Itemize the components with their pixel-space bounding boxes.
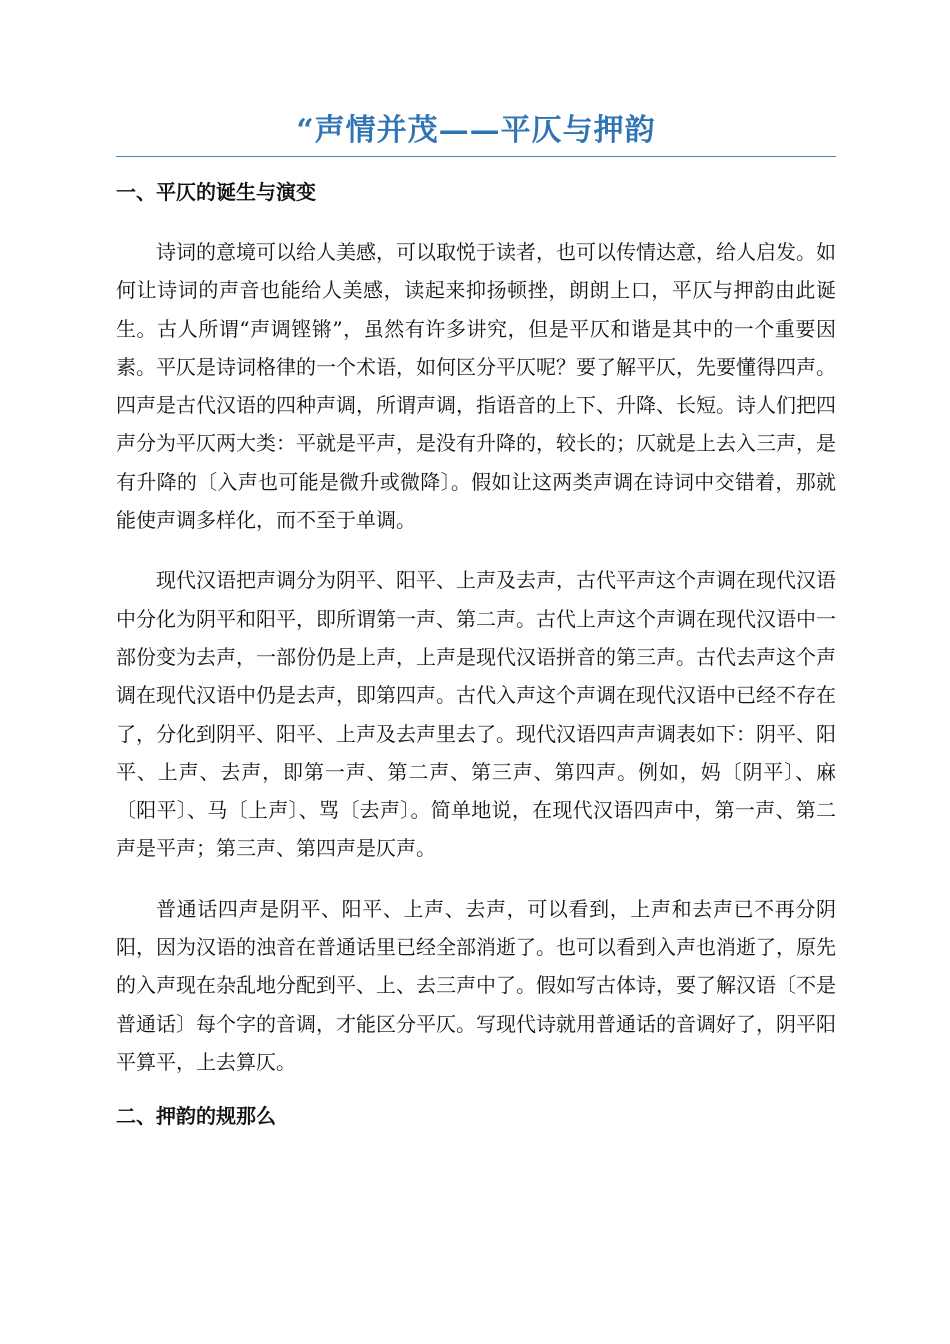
paragraph-3: 普通话四声是阴平、阳平、上声、去声，可以看到，上声和去声已不再分阴阳，因为汉语的浊音在普通话里已经全部消逝了。也可以看到入声也消逝了，原先的入声现在杂乱地分配到平、上、去三声中了。假如写古体诗，要了解汉语〔不是普通话〕每个字的音调，才能区分平仄。写现代诗就用普通话的音调好了，阴平阳平算平，上去算仄。 [116,896,836,1074]
document-title: “声情并茂——平仄与押韵 [296,113,656,148]
paragraph-1: 诗词的意境可以给人美感，可以取悦于读者，也可以传情达意，给人启发。如何让诗词的声音也能给人美感，读起来抑扬顿挫，朗朗上口，平仄与押韵由此诞生。古人所谓“声调铿锵”，虽然有许多讲究，但是平仄和谐是其中的一个重要因素。平仄是诗词格律的一个术语，如何区分平仄呢？要了解平仄，先要懂得四声。四声是古代汉语的四种声调，所谓声调，指语音的上下、升降、长短。诗人们把四声分为平仄两大类：平就是平声，是没有升降的，较长的；仄就是上去入三声，是有升降的〔入声也可能是微升或微降〕。假如让这两类声调在诗词中交错着，那就能使声调多样化，而不至于单调。 [116,240,836,533]
document-page [116,108,836,1131]
paragraph-2: 现代汉语把声调分为阴平、阳平、上声及去声，古代平声这个声调在现代汉语中分化为阴平和阳平，即所谓第一声、第二声。古代上声这个声调在现代汉语中一部份变为去声，一部份仍是上声，上声是现代汉语拼音的第三声。古代去声这个声调在现代汉语中仍是去声，即第四声。古代入声这个声调在现代汉语中已经不存在了，分化到阴平、阳平、上声及去声里去了。现代汉语四声声调表如下：阴平、阳平、上声、去声，即第一声、第二声、第三声、第四声。例如，妈〔阴平〕、麻〔阳平〕、马〔上声〕、骂〔去声〕。简单地说，在现代汉语四声中，第一声、第二声是平声；第三声、第四声是仄声。 [116,568,836,861]
section-heading-1: 一、平仄的诞生与演变 [116,180,316,204]
title-underline [116,156,836,157]
section-heading-2: 二、押韵的规那么 [116,1104,276,1129]
